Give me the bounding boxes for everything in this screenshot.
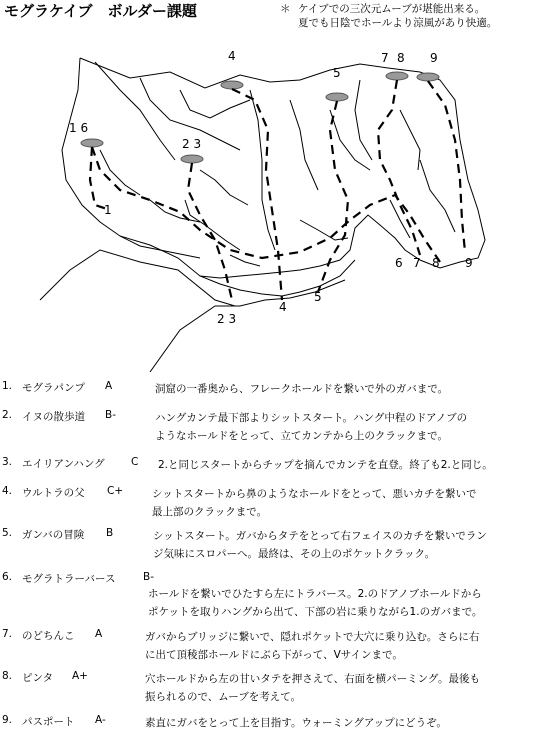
route-num: 8. [2, 670, 13, 682]
route-grade: B- [143, 571, 154, 583]
route-grade: C [131, 456, 139, 468]
route-desc: 洞窟の一番奥から、フレークホールドを繋いで外のガバまで。 [155, 383, 449, 395]
label-bottom-9: 9 [465, 256, 473, 270]
route-num: 5. [2, 527, 13, 539]
crack-15 [300, 220, 348, 240]
route-num: 1. [2, 380, 13, 392]
route-name: のどちんこ [22, 630, 75, 642]
label-top-4: 4 [228, 49, 236, 63]
crack-3 [180, 90, 250, 118]
route-grade: A- [95, 714, 106, 726]
route-name: エイリアンハング [22, 458, 105, 470]
crack-11 [200, 170, 248, 205]
label-top-8: 8 [397, 51, 405, 65]
route-name: パスポート [22, 716, 75, 728]
crack-10 [390, 200, 410, 238]
crack-14 [100, 150, 140, 195]
route-num: 2. [2, 409, 13, 421]
hold-5 [326, 93, 348, 101]
route-desc: 穴ホールドから左の甘いタテを押さえて、右面を横パーミング。最後も 振られるので、ムーブを考えて。 [145, 673, 480, 703]
route-name: ピンタ [22, 672, 54, 684]
label-top-7: 7 [381, 51, 389, 65]
note-star: ＊ [280, 3, 291, 15]
label-bottom-6: 6 [395, 256, 403, 270]
route-desc: 2.と同じスタートからチップを摘んでカンテを直登。終了も2.と同じ。 [158, 459, 493, 471]
crack-4 [250, 90, 275, 250]
route-name: イヌの散歩道 [22, 411, 85, 423]
route-num: 9. [2, 714, 13, 726]
route-desc: ハングカンテ最下部よりシットスタート。ハング中程のドアノブの ようなホールドをとって、立てカンテから上のクラックまで。 [155, 412, 468, 442]
page-title: モグラケイブ ボルダー課題 [4, 2, 197, 20]
route-num: 6. [2, 571, 13, 583]
crack-9 [420, 160, 455, 232]
route-grade: C+ [107, 485, 124, 497]
route-name: モグラトラーバース [22, 573, 116, 585]
route-line-5 [318, 101, 348, 292]
route-grade: A+ [72, 670, 88, 682]
label-bottom-4: 4 [279, 300, 287, 314]
hold-78 [386, 72, 408, 80]
note-line-1: ケイブでの三次元ムーブが堪能出来る。 [298, 3, 486, 15]
rock-outline-left [62, 58, 200, 258]
route-num: 7. [2, 628, 13, 640]
hold-4 [221, 81, 243, 89]
route-grade: B- [105, 409, 116, 421]
route-line-9 [428, 81, 465, 252]
route-desc: シットスタートから鼻のようなホールドをとって、悪いカチを繋いで 最上部のクラックまで。 [152, 488, 477, 518]
crack-1 [95, 62, 175, 160]
route-grade: B [106, 527, 114, 539]
route-name: ガンバの冒険 [22, 529, 85, 541]
route-grade: A [95, 628, 103, 640]
route-desc: シットスタート。ガバからタテをとって右フェイスのカチを繋いでラン ジ気味にスロパーへ。最終は、その上のポケットクラック。 [153, 530, 487, 560]
route-line-4 [232, 89, 282, 300]
label-bottom-8: 8 [432, 256, 440, 270]
label-top-9: 9 [430, 51, 438, 65]
crack-16 [230, 255, 260, 266]
label-left-16: 1 6 [69, 121, 89, 135]
route-num: 4. [2, 485, 13, 497]
crack-7 [355, 80, 372, 160]
note-line-2: 夏でも日陰でホールより涼風があり快適。 [298, 17, 498, 29]
crack-5 [290, 100, 318, 190]
route-desc: ホールドを繋いでひたすら左にトラバース。2.のドアノブホールドから ポケットを取りハングから出て、下部の岩に乗りながら1.のガバまで。 [148, 588, 483, 618]
label-left-23: 2 3 [182, 137, 202, 151]
crack-6 [330, 110, 370, 170]
route-name: モグラパンプ [22, 382, 85, 394]
route-num: 3. [2, 456, 13, 468]
label-top-5: 5 [333, 66, 341, 80]
route-name: ウルトラの父 [22, 487, 85, 499]
hold-23 [181, 155, 203, 163]
route-line-23 [188, 163, 232, 300]
route-desc: ガバからブリッジに繋いで、隠れポケットで大穴に乗り込む。さらに右 に出て頂稜部ホールドにぶら下がって、Vサインまで。 [145, 631, 480, 661]
route-grade: A [105, 380, 113, 392]
rock-outline-top [80, 58, 485, 278]
label-bottom-7: 7 [413, 256, 421, 270]
hold-9 [417, 73, 439, 81]
route-desc: 素直にガバをとって上を目指す。ウォーミングアップにどうぞ。 [145, 717, 447, 729]
hold-16 [81, 139, 103, 147]
label-left-1: 1 [104, 203, 112, 217]
label-bottom-5: 5 [314, 290, 322, 304]
label-bottom-23: 2 3 [217, 312, 237, 326]
crack-8 [400, 110, 420, 170]
